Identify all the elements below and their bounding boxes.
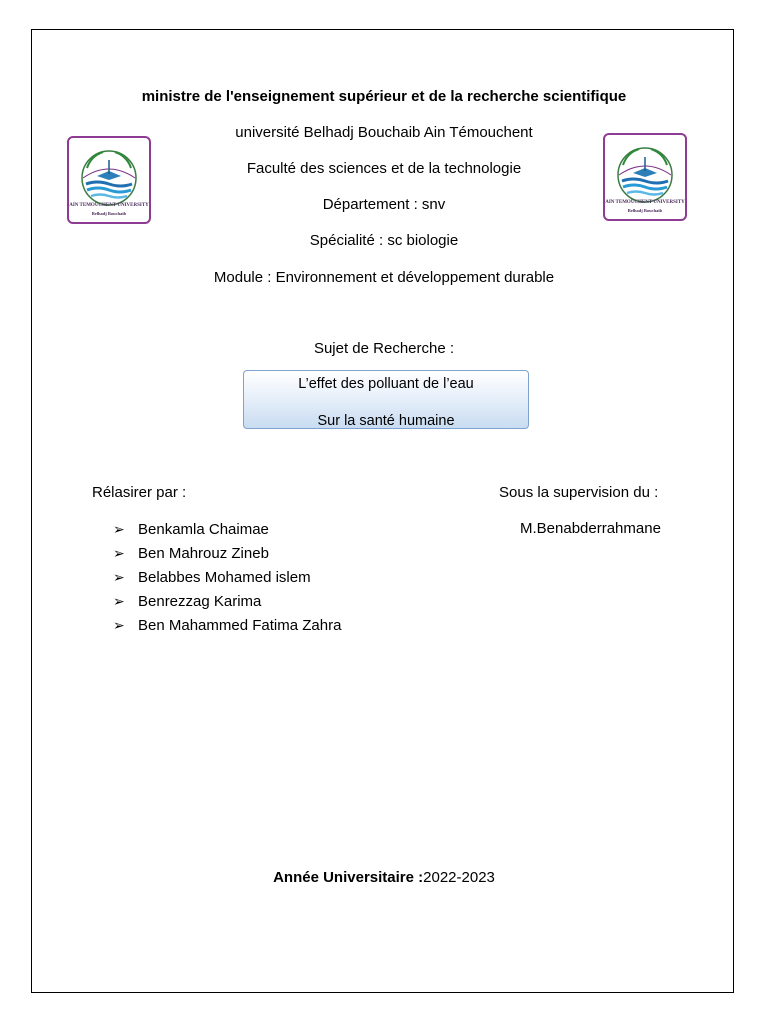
academic-year-value: 2022-2023 xyxy=(423,869,495,886)
department-line: Département : snv xyxy=(322,196,446,213)
list-item xyxy=(113,591,341,615)
ministry-heading: ministre de l'enseignement supérieur et de la recherche scientifique xyxy=(141,88,627,105)
authors-list xyxy=(113,519,341,639)
university-name: université Belhadj Bouchaib Ain Témouchent xyxy=(235,124,533,141)
logo-university-label: AIN TEMOUCHENT UNIVERSITY xyxy=(69,203,149,208)
subject-title-line-1: L’effet des polluant de l’eau xyxy=(298,376,474,392)
university-emblem-icon xyxy=(69,138,149,222)
arrow-bullet-icon: ➢ xyxy=(113,617,125,633)
arrow-bullet-icon: ➢ xyxy=(113,545,125,561)
arrow-bullet-icon: ➢ xyxy=(113,569,125,585)
supervisor-name: M.Benabderrahmane xyxy=(520,520,661,537)
author-name: Benkamla Chaimae xyxy=(138,521,269,538)
university-logo-left xyxy=(67,136,151,224)
list-item xyxy=(113,519,341,543)
logo-university-sublabel: Belhadj Bouchaib xyxy=(91,211,127,216)
specialty-line: Spécialité : sc biologie xyxy=(309,232,459,249)
supervision-label: Sous la supervision du : xyxy=(499,484,659,501)
list-item xyxy=(113,615,341,639)
subject-label: Sujet de Recherche : xyxy=(313,340,455,357)
authors-label: Rélasirer par : xyxy=(92,484,187,501)
arrow-bullet-icon: ➢ xyxy=(113,521,125,537)
author-name: Benrezzag Karima xyxy=(138,593,262,610)
subject-title-line-2: Sur la santé humaine xyxy=(317,413,455,429)
academic-year xyxy=(0,869,768,886)
university-logo-right xyxy=(603,133,687,221)
logo-university-label: AIN TEMOUCHENT UNIVERSITY xyxy=(605,200,685,205)
author-name: Ben Mahammed Fatima Zahra xyxy=(138,617,342,634)
author-name: Ben Mahrouz Zineb xyxy=(138,545,269,562)
list-item xyxy=(113,567,341,591)
faculty-name: Faculté des sciences et de la technologie xyxy=(246,160,522,177)
academic-year-label: Année Universitaire : xyxy=(273,869,424,886)
university-emblem-icon xyxy=(605,135,685,219)
module-line: Module : Environnement et développement durable xyxy=(213,269,555,286)
logo-university-sublabel: Belhadj Bouchaib xyxy=(627,208,663,213)
subject-title-box xyxy=(243,370,529,429)
arrow-bullet-icon: ➢ xyxy=(113,593,125,609)
list-item xyxy=(113,543,341,567)
author-name: Belabbes Mohamed islem xyxy=(138,569,311,586)
